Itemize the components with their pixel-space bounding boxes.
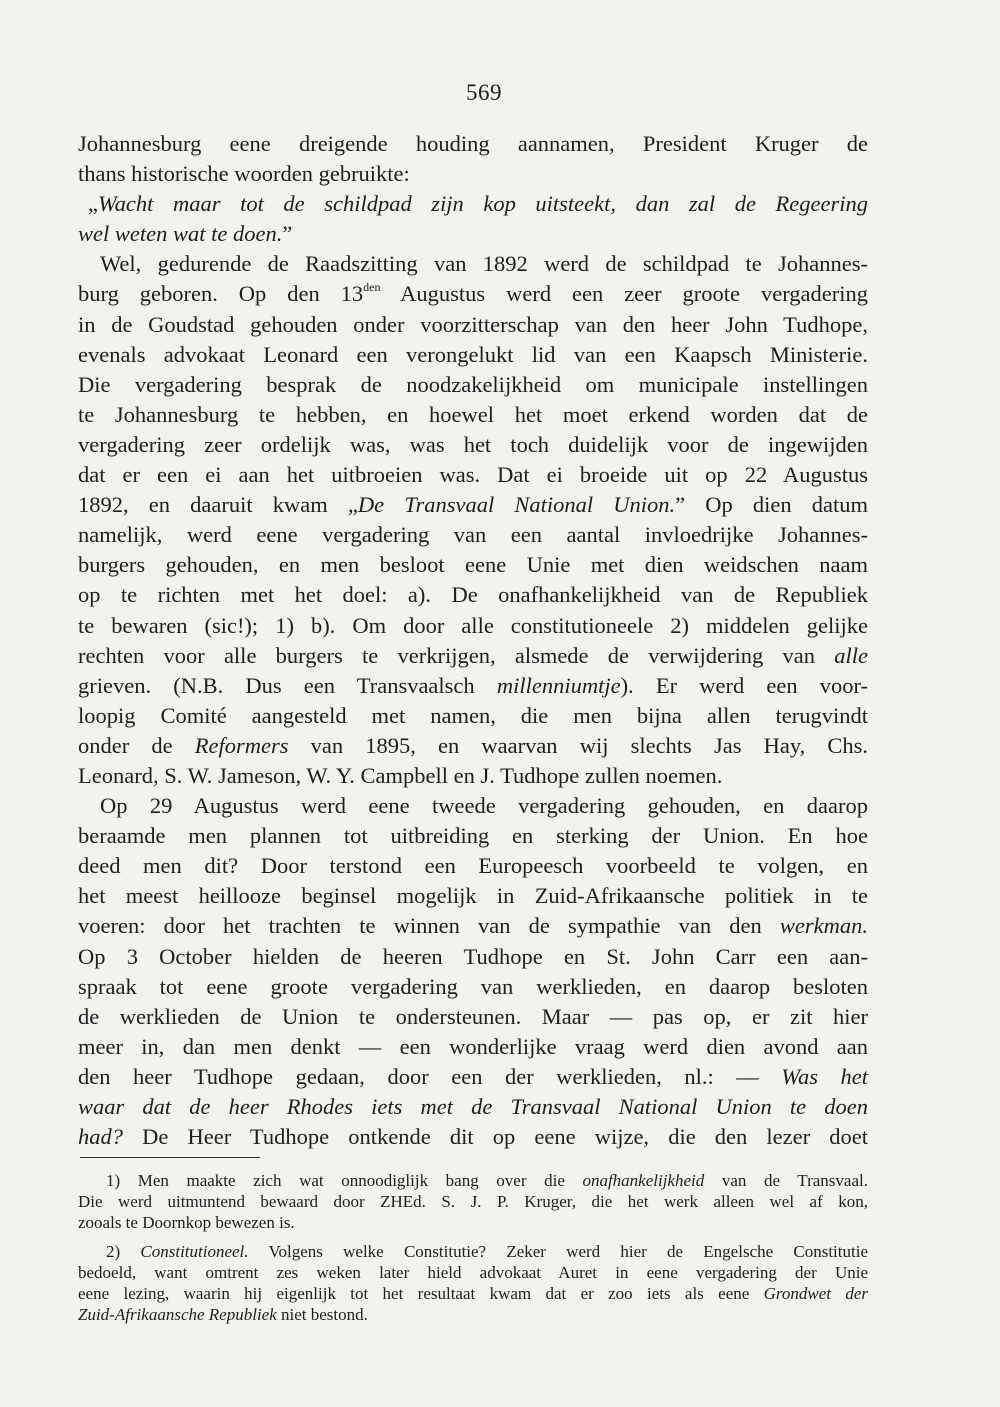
- italic-word: Reformers: [194, 732, 289, 758]
- footnotes: [78, 1170, 868, 1325]
- text-line: Die vergadering besprak de noodzakelijkheid om municipale instellingen: [78, 371, 868, 397]
- main-text: [78, 129, 868, 1152]
- footnote-line: bedoeld, want omtrent zes weken later hield advokaat Auret in eene vergadering der Unie: [78, 1263, 868, 1282]
- footnote-italic: Zuid-Afrikaansche Republiek: [78, 1305, 277, 1324]
- superscript: den: [363, 280, 381, 295]
- text-line: rechten voor alle burgers te verkrijgen, alsmede de verwijdering van alle: [78, 642, 868, 668]
- text-line: Op 29 Augustus werd eene tweede vergadering gehouden, en daarop: [100, 793, 868, 819]
- italic-word: werkman.: [779, 913, 868, 939]
- text-line: Op 3 October hielden de heeren Tudhope en St. John Carr een aan-: [78, 943, 868, 969]
- quote-italic: wel weten wat te doen.: [78, 221, 283, 247]
- italic-phrase: had?: [78, 1124, 123, 1150]
- text-line: het meest heilloozе beginsel mogelijk in Zuid-Afrikaansche politiek in te: [78, 883, 868, 909]
- footnote-italic: onafhankelijkheid: [582, 1171, 705, 1190]
- text-line: spraak tot eene groote vergadering van werklieden, en daarop besloten: [78, 973, 868, 999]
- text-line: Leonard, S. W. Jameson, W. Y. Campbell en J. Tudhope zullen noemen.: [78, 762, 723, 788]
- text-line: op te richten met het doel: a). De onafhankelijkheid van de Republiek: [78, 582, 868, 608]
- italic-title: De Transvaal National Union.: [357, 492, 676, 518]
- footnote-italic: Constitutioneel.: [140, 1242, 249, 1261]
- text-line: den heer Tudhope gedaan, door een der werklieden, nl.: — Was het: [78, 1063, 868, 1089]
- footnote-line: Die werd uitmuntend bewaard door ZHEd. S. J. P. Kruger, die het werk alleen wel af kon,: [78, 1192, 868, 1211]
- text-line: had? De Heer Tudhope ontkende dit op eene wijze, die den lezer doet: [78, 1124, 868, 1150]
- italic-word: millenniumtje: [496, 672, 621, 698]
- footnote-line: zooals te Doornkop bewezen is.: [78, 1213, 295, 1232]
- text-line: de werklieden de Union te ondersteunen. Maar — pas op, er zit hier: [78, 1003, 868, 1029]
- text-line: voeren: door het trachten te winnen van de sympathie van den werkman.: [78, 913, 868, 939]
- text-line: Wel, gedurende de Raadszitting van 1892 werd de schildpad te Johannes-: [100, 251, 868, 277]
- text-line: thans historische woorden gebruikte:: [78, 161, 410, 187]
- text-line: vergadering zeer ordelijk was, was het toch duidelijk voor de ingewijden: [78, 431, 868, 457]
- footnote-italic: Grondwet der: [763, 1284, 868, 1303]
- text-line: burgers gehouden, en men besloot eene Unie met dien weidschen naam: [78, 552, 868, 578]
- footnote-divider: [80, 1157, 260, 1158]
- text-line: dat er een ei aan het uitbroeien was. Dat ei broeide uit op 22 Augustus: [78, 462, 868, 488]
- text-line: te Johannesburg te hebben, en hoewel het moet erkend worden dat de: [78, 401, 868, 427]
- footnote-line: Zuid-Afrikaansche Republiek niet bestond.: [78, 1305, 368, 1324]
- text-line: te bewaren (sic!); 1) b). Om door alle constitutioneele 2) middelen gelijke: [78, 612, 868, 638]
- quote-line: „Wacht maar tot de schildpad zijn kop uitsteekt, dan zal de Regeering: [88, 191, 868, 217]
- text-line: Johannesburg eene dreigende houding aannamen, President Kruger de: [78, 131, 868, 156]
- text-line: loopig Comité aangesteld met namen, die men bijna allen terugvindt: [78, 702, 868, 728]
- text-line: evenals advokaat Leonard een verongelukt lid van een Kaapsch Ministerie.: [78, 341, 868, 367]
- footnote-line: 1) Men maakte zich wat onnoodiglijk bang over die onafhankelijkheid van de Transvaal.: [106, 1171, 868, 1190]
- text-line: in de Goudstad gehouden onder voorzitterschap van den heer John Tudhope,: [78, 311, 868, 337]
- footnote-line: 2) Constitutioneel. Volgens welke Constitutie? Zeker werd hier de Engelsche Constitutie: [106, 1242, 868, 1261]
- page-number: 569: [466, 80, 502, 105]
- text-line: grieven. (N.B. Dus een Transvaalsch millenniumtje). Er werd een voor-: [78, 672, 869, 698]
- text-line: burg geboren. Op den $13^{den}$ Augustus werd een zeer groote vergadering: [78, 280, 868, 307]
- footnote-line: eene lezing, waarin hij eigenlijk tot het resultaat kwam dat er zoo iets als eene Grondwet der: [78, 1284, 868, 1303]
- quote-line: wel weten wat te doen.”: [78, 221, 293, 247]
- quote-italic: Wacht maar tot de schildpad zijn kop uitsteekt, dan zal de Regeering: [98, 191, 868, 217]
- text-line: [78, 1092, 868, 1122]
- text-line: onder de Reformers van 1895, en waarvan wij slechts Jas Hay, Chs.: [78, 732, 868, 758]
- text-line: namelijk, werd eene vergadering van een aantal invloedrijke Johannes-: [78, 522, 868, 548]
- text-line: beraamde men plannen tot uitbreiding en sterking der Union. En hoe: [78, 823, 868, 849]
- italic-phrase: waar dat de heer Rhodes iets met de Transvaal National Union te doen: [78, 1094, 868, 1119]
- italic-word: alle: [834, 642, 868, 668]
- text-line: meer in, dan men denkt — een wonderlijke vraag werd dien avond aan: [78, 1033, 868, 1059]
- italic-phrase: Was het: [781, 1063, 868, 1089]
- text-line: deed men dit? Door terstond een Europeesch voorbeeld te volgen, en: [78, 853, 868, 879]
- text-line: 1892, en daaruit kwam „De Transvaal National Union.” Op dien datum: [78, 492, 868, 518]
